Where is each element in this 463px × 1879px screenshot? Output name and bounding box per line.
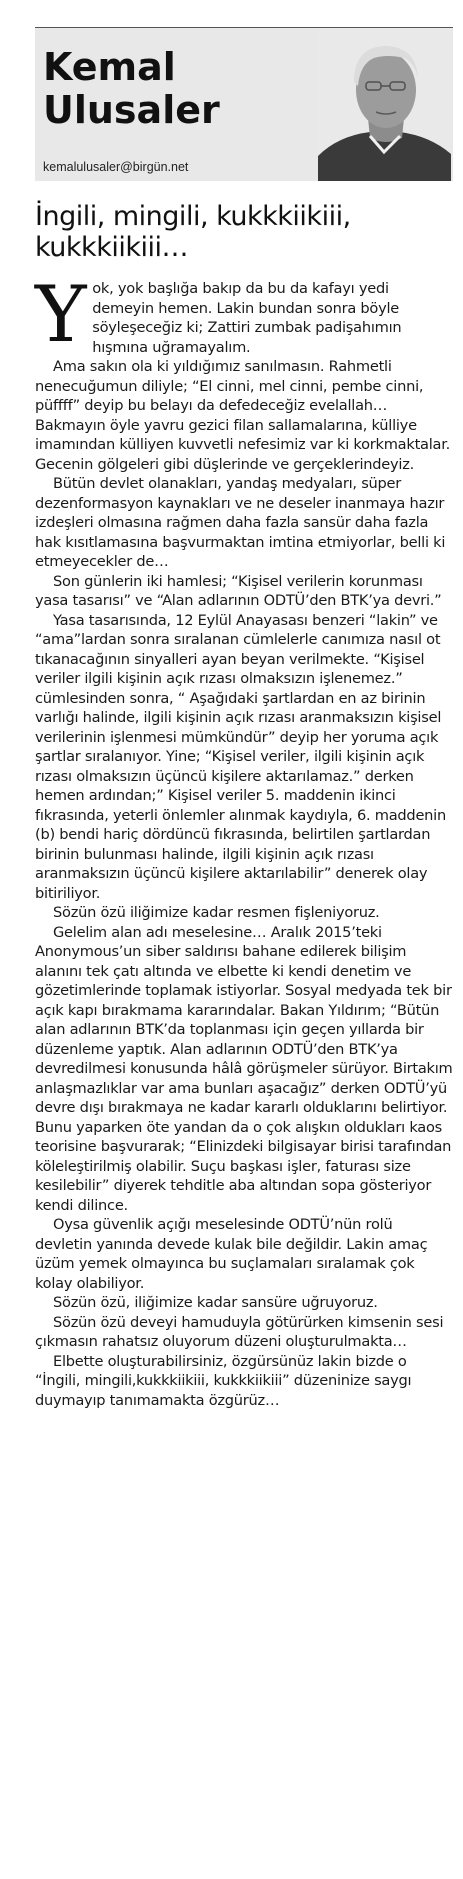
paragraph: Sözün özü, iliğimize kadar sansüre uğruyoruz. (53, 1294, 378, 1311)
column-header (35, 27, 453, 181)
article-body (35, 270, 453, 1410)
paragraph: Oysa güvenlik açığı meselesinde ODTÜ’nün rolü devletin yanında devede kulak bile değildir. Lakin amaç üzüm yemek olmayınca bu suçlamaları sıralamak çok kolay olabiliyor. (35, 1216, 428, 1292)
author-email: kemalulusaler@birgün.net (43, 160, 189, 174)
paragraph: Son günlerin iki hamlesi; “Kişisel verilerin korunması yasa tasarısı” ve “Alan adlarının ODTÜ’den BTK’ya devri.” (35, 572, 442, 609)
author-name: Kemal Ulusaler (43, 45, 220, 132)
paragraph: Sözün özü iliğimize kadar resmen fişleniyoruz. (53, 904, 380, 921)
paragraph: Sözün özü deveyi hamuduyla götürürken kimsenin sesi çıkmasın rahatsız oluyorum düzeni oluşturulmakta… (35, 1313, 444, 1350)
lead-text: ok, yok başlığa bakıp da bu da kafayı yedi demeyin hemen. Lakin bundan sonra böyle söyleşeceğiz ki; Zattiri zumbak padişahımın hışmına uğramayalım. (92, 280, 402, 356)
newspaper-column (35, 27, 453, 1872)
dropcap: Y (35, 270, 87, 360)
article-headline: İngili, mingili, kukkkiikiii, kukkkiikiii… (35, 201, 351, 263)
author-photo (318, 28, 451, 181)
lead-paragraph (35, 270, 453, 360)
paragraph: Ama sakın ola ki yıldığımız sanılmasın. Rahmetli nenecuğumun diliyle; “El cinni, mel cinni, pembe cinni, püffff” deyip bu belayı da defedeceğiz evelallah… Bakmayın öyle yavru gezici filan sallamalarına, külliye imamından külliyen kuvvetli nefesimiz var ki korkmaktalar. Gecenin gölgeleri gibi düşlerinde ve gerçeklerindeyiz. (35, 358, 451, 473)
paragraph: Bütün devlet olanakları, yandaş medyaları, süper dezenformasyon kaynakları ve ne deseler inanmaya hazır izdeşleri olmasına rağmen daha fazla sansür daha fazla hak kısıtlamasına başvurmaktan imtina etmiyorlar, belli ki etmeyecekler de… (35, 475, 446, 570)
paragraph: Yasa tasarısında, 12 Eylül Anayasası benzeri “lakin” ve “ama”lardan sonra sıralanan cümlelerle canımıza nasıl ot tıkanacağının sinyalleri ayan beyan verilmekte. “Kişisel veriler ilgili kişinin açık rızası olmaksızın işlenemez.” cümlesinden sonra, “ Aşağıdaki şartlardan en az birinin varlığı halinde, ilgili kişinin açık rızası aranmaksızın kişisel verilerinin işlenmesi mümkündür” deyip her yoruma açık şartlar sıralanıyor. Yine; “Kişisel veriler, ilgili kişinin açık rızası olmaksızın üçüncü kişilere aktarılamaz.” derken hemen ardından;” Kişisel veriler 5. maddenin ikinci fıkrasında, yeterli önlemler alınmak kaydıyla, 6. maddenin (b) bendi hariç dördüncü fıkrasında, belirtilen şartlardan birinin bulunması halinde, ilgili kişinin açık rızası aranmaksızın üçüncü kişilere aktarılabilir” denerek olay bitiriliyor. (35, 611, 446, 902)
paragraph: Elbette oluşturabilirsiniz, özgürsünüz lakin bizde o “İngili, mingili,kukkkiikiii, kukkkiikiii” düzeninize saygı duymayıp tanımamakta özgürüz… (35, 1352, 412, 1409)
paragraph: Gelelim alan adı meselesine… Aralık 2015’teki Anonymous’un siber saldırısı bahane edilerek bilişim alanını tek çatı altında ve elbette ki kendi denetim ve gözetimlerinde toplamak istiyorlar. Sosyal medyada tek bir açık kapı bırakmama kararındalar. Bakan Yıldırım; “Bütün alan adlarının BTK’da toplanması için geçen yıllarda bir düzenleme yaptık. Alan adlarının ODTÜ’den BTK’ya devredilmesi konusunda hâlâ görüşmeler sürüyor. Birtakım anlaşmazlıklar var ama bunları aşacağız” derken ODTÜ’yü devre dışı bırakmaya ne kadar kararlı olduklarını belirtiyor. Bunu yaparken öte yandan da o çok alışkın oldukları kaos teorisine başvurarak; “Elinizdeki bilgisayar birisi tarafından köleleştirilmiş olabilir. Suçu başkası işler, faturası size kesilebilir” diyerek tehditle aba altından sopa gösteriyor kendi dilince. (35, 923, 453, 1214)
